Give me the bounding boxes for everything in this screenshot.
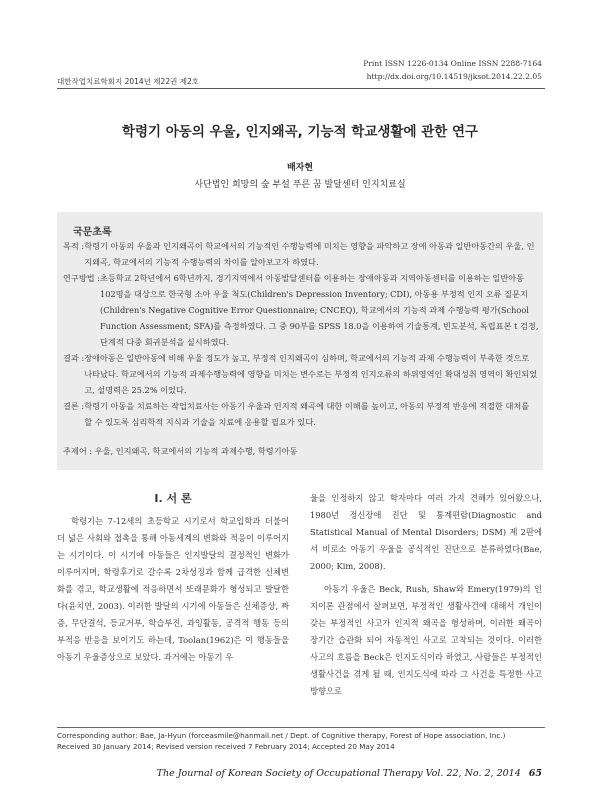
body-paragraph: 학령기는 7-12세의 초등학교 시기로서 학교입학과 더불어 더 넓은 사회와 접촉을 통해 아동세계의 변화와 적응이 이루어지는 시기이다. 이 시기에 아동들은 인지발달의 결정적인 변화가 이루어지며, 학령후기로 갈수록 2차성징과 함께 급격한 신체변화를 겪고, 학교생활에 적응하면서 또래문화가 형성되고 발달한다(윤치연, 2003). 이러한 발달의 시기에 아동들은 신체증상, 짜증, 무단결석, 등교거부, 학습부진, 과잉활동, 공격적 행동 등의 부적응 반응을 보이기도 하는데, Toolan(1962)은 이 행동들을 아동기 우울증상으로 보았다. 과거에는 아동기 우	[57, 516, 289, 662]
doi-line[interactable]: http://dx.doi.org/10.14519/jksot.2014.22.2.05	[366, 72, 542, 81]
body-column-left	[57, 490, 289, 666]
journal-footer	[157, 768, 542, 779]
abstract-label: 결과 :	[63, 353, 85, 363]
journal-citation: The Journal of Korean Society of Occupational Therapy Vol. 22, No. 2, 2014	[156, 768, 521, 779]
corresponding-author: Corresponding author: Bae, Ja-Hyun (forceasmile@hanmail.net / Dept. of Cognitive therapy, Forest of Hope association, Inc.)	[57, 731, 506, 740]
footnote-rule	[57, 727, 545, 728]
paper-title: 학령기 아동의 우울, 인지왜곡, 기능적 학교생활에 관한 연구	[121, 124, 479, 140]
body-column-right	[310, 490, 542, 700]
header-rule	[57, 88, 545, 89]
abstract-label: 연구방법 :	[63, 273, 100, 283]
abstract-text: 초등학교 2학년에서 6학년까지, 경기지역에서 아동발달센터를 이용하는 장애아동과 지역아동센터를 이용하는 일반아동 102명을 대상으로 한국형 소아 우울 척도(Children's Depression Inventory; CDI), 아동용 부정적 인지 오류 질문지(Children's Negative Cognitive Error Questionnaire; CNCEQ), 학교에서의 기능적 과제 수행능력 평가(School Function Assessment; SFA)를 측정하였다. 그 중 90부를 SPSS 18.0을 이용하여 기술통계, 빈도분석, 독립표본 t 검정, 단계적 다중 회귀분석을 실시하였다.	[100, 273, 539, 347]
abstract-text: 장애아동은 일반아동에 비해 우울 정도가 높고, 부정적 인지왜곡이 심하며, 학교에서의 기능적 과제 수행능력이 부족한 것으로 나타났다. 학교에서의 기능적 과제수행능력에 영향을 미치는 변수로는 부정적 인지오류의 하위영역인 확대성취 영역이 확인되었고, 설명력은 25.2% 이었다.	[84, 353, 538, 395]
issn-line: Print ISSN 1226-0134 Online ISSN 2288-7164	[363, 59, 542, 68]
footnote	[57, 730, 505, 752]
page-number: 65	[528, 768, 542, 779]
abstract-section-methods	[63, 270, 539, 350]
abstract-body	[63, 238, 539, 430]
received-dates: Received 30 January 2014; Revised version received 7 February 2014; Accepted 20 May 2014	[57, 742, 395, 751]
abstract-text: 학령기 아동을 치료하는 작업치료사는 아동기 우울과 인지적 왜곡에 대한 이해를 높이고, 아동의 부정적 반응에 적절한 대처를 할 수 있도록 심리학적 지식과 기술을 치료에 응용할 필요가 있다.	[84, 401, 530, 427]
body-paragraph: 울을 인정하지 않고 학자마다 여러 가지 견해가 있어왔으나, 1980년 정신장애 진단 및 통계편람(Diagnostic and Statistical Manual of Mental Disorders; DSM) 제 2판에서 비로소 아동기 우울을 공식적인 진단으로 분류하였다(Bae, 2000; Kim, 2008).	[310, 493, 542, 571]
section-heading-introduction: Ⅰ. 서 론	[154, 492, 192, 505]
abstract-label: 목적 :	[63, 241, 85, 251]
keywords: 주제어 : 우울, 인지왜곡, 학교에서의 기능적 과제수행, 학령기아동	[63, 446, 298, 456]
abstract-label: 결론 :	[63, 401, 85, 411]
abstract-section-results	[63, 350, 539, 398]
journal-korean-header: 대한작업치료학회지 2014년 제22권 제2호	[57, 77, 199, 86]
author-affiliation: 사단법인 희망의 숲 부설 푸른 꿈 발달센터 인지치료실	[194, 180, 406, 190]
abstract-section-purpose	[63, 238, 539, 270]
abstract-box	[57, 212, 543, 470]
abstract-heading: 국문초록	[73, 227, 112, 238]
abstract-text: 학령기 아동의 우울과 인지왜곡이 학교에서의 기능적인 수행능력에 미치는 영향을 파악하고 장애 아동과 일반아동간의 우울, 인지왜곡, 학교에서의 기능적 수행능력의 차이를 알아보고자 하였다.	[84, 241, 535, 267]
abstract-section-conclusion	[63, 398, 539, 430]
body-paragraph: 아동기 우울은 Beck, Rush, Shaw와 Emery(1979)의 인지이론 관점에서 살펴보면, 부정적인 생활사건에 대해서 개인이 갖는 부정적인 사고가 인지적 왜곡을 형성하며, 이러한 왜곡이 장기간 습관화 되어 자동적인 사고로 고착되는 것이다. 이러한 사고의 흐름을 Beck은 인지도식이라 하였고, 사람들은 부정적인 생활사건을 겪게 될 때, 인지도식에 따라 그 사건을 특정한 사고 방향으로	[310, 584, 542, 696]
author-name: 배자현	[286, 163, 314, 173]
issn-doi-block	[363, 57, 542, 83]
